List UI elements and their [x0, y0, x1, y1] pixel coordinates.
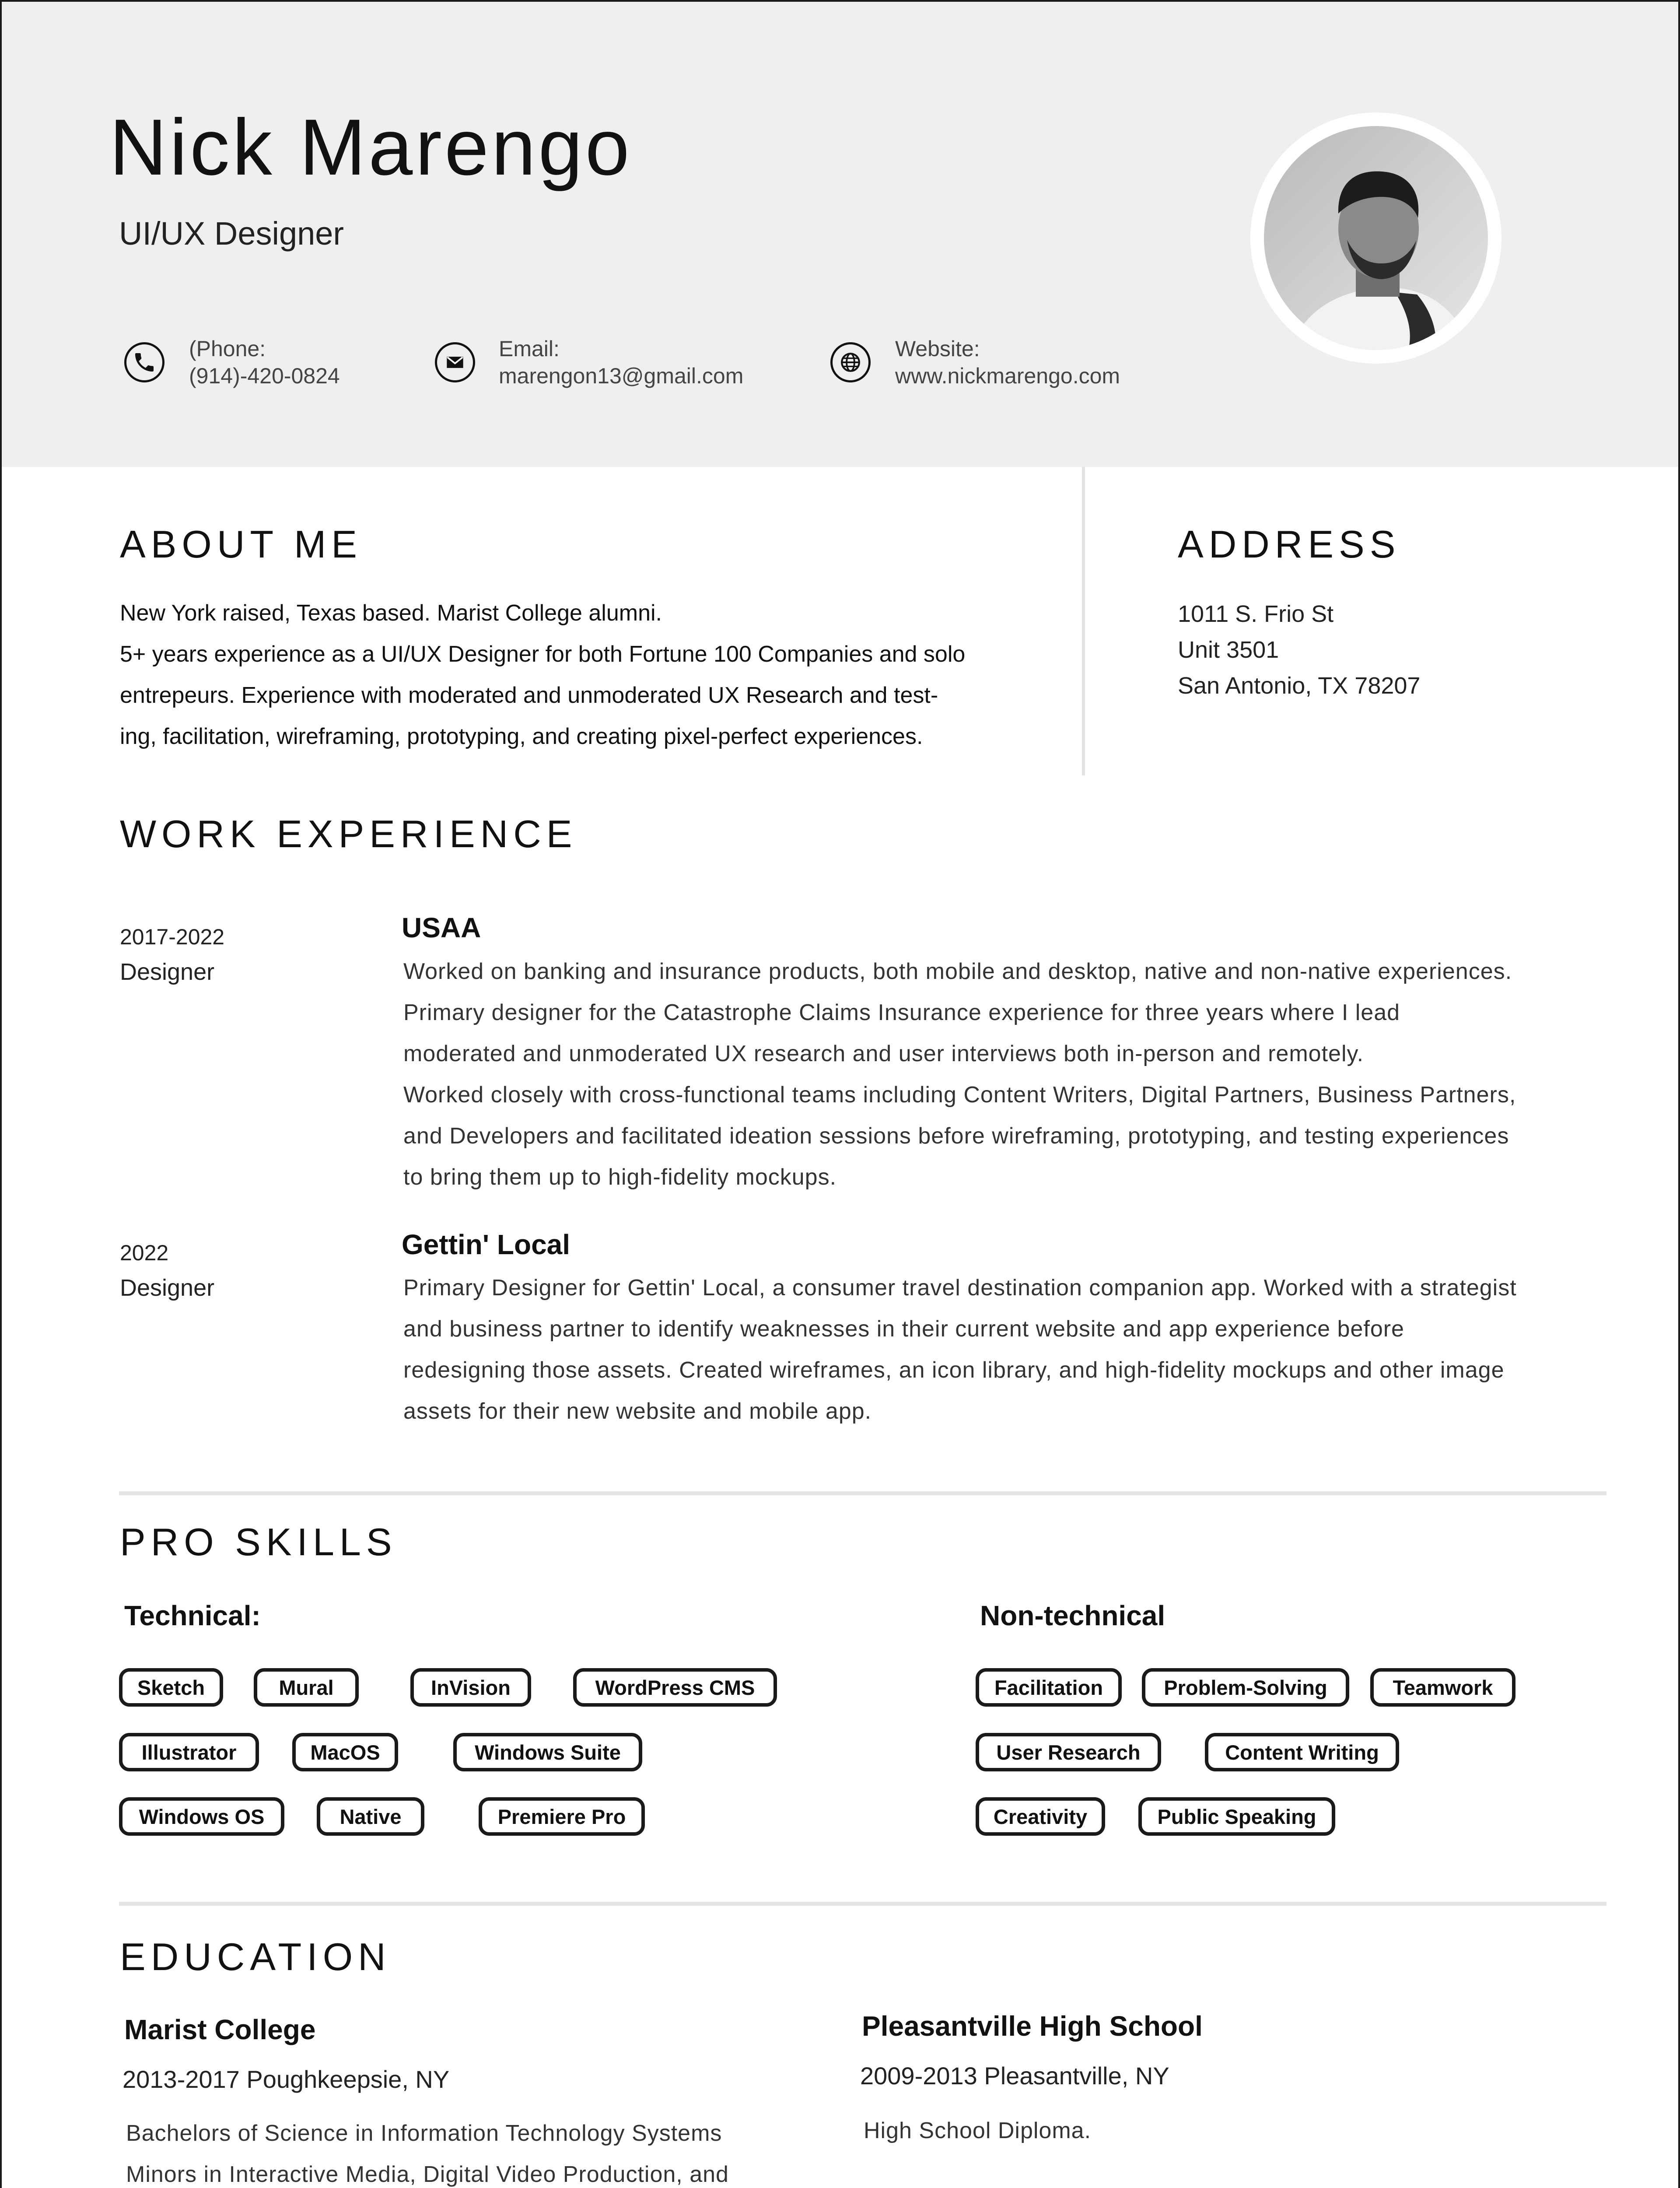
- skill-tag: Native: [317, 1797, 424, 1836]
- skill-tag: Public Speaking: [1138, 1797, 1335, 1836]
- section-divider: [119, 1902, 1606, 1906]
- job-line: Primary Designer for Gettin' Local, a consumer travel destination companion app. Worked with a strategist: [403, 1275, 1517, 1301]
- skill-tag: WordPress CMS: [573, 1668, 777, 1707]
- school-dates: 2009-2013 Pleasantville, NY: [860, 2062, 1169, 2090]
- website-label: Website:: [895, 337, 980, 361]
- job-title: UI/UX Designer: [119, 215, 344, 252]
- skill-tag: InVision: [410, 1668, 531, 1707]
- skills-title: PRO SKILLS: [120, 1520, 397, 1564]
- school-details: [126, 2113, 914, 2188]
- school-line: Bachelors of Science in Information Technology Systems: [126, 2121, 722, 2146]
- job-description: [403, 1267, 1611, 1432]
- address-line: Unit 3501: [1178, 637, 1279, 663]
- job-line: moderated and unmoderated UX research and user interviews both in-person and remotely.: [403, 1041, 1364, 1066]
- about-line: entrepeurs. Experience with moderated and unmoderated UX Research and test-: [120, 683, 938, 708]
- skill-tag: Creativity: [976, 1797, 1105, 1836]
- job-role: Designer: [120, 959, 215, 985]
- skill-tag: MacOS: [292, 1733, 398, 1771]
- skill-tag: Content Writing: [1205, 1733, 1399, 1771]
- skill-tag: Windows OS: [119, 1797, 284, 1836]
- section-divider: [119, 1491, 1606, 1495]
- school-name: Marist College: [124, 2014, 316, 2045]
- about-line: ing, facilitation, wireframing, prototyping, and creating pixel-perfect experiences.: [120, 724, 923, 749]
- about-text: [120, 593, 1060, 757]
- skill-tag: User Research: [976, 1733, 1161, 1771]
- phone-label: (Phone:: [189, 337, 266, 361]
- address-title: ADDRESS: [1178, 522, 1401, 566]
- job-line: and Developers and facilitated ideation sessions before wireframing, prototyping, and testing experiences: [403, 1123, 1509, 1149]
- job-line: Worked on banking and insurance products, both mobile and desktop, native and non-native experiences.: [403, 959, 1512, 984]
- skill-tag: Problem-Solving: [1142, 1668, 1349, 1707]
- email-icon: [435, 342, 475, 382]
- job-line: redesigning those assets. Created wireframes, an icon library, and high-fidelity mockups and other image: [403, 1357, 1505, 1383]
- vertical-divider: [1082, 467, 1085, 775]
- job-dates: 2017-2022: [120, 925, 225, 949]
- job-company: Gettin' Local: [402, 1229, 570, 1260]
- job-line: Primary designer for the Catastrophe Claims Insurance experience for three years where I lead: [403, 1000, 1400, 1025]
- job-line: Worked closely with cross-functional teams including Content Writers, Digital Partners, Business Partners,: [403, 1082, 1516, 1108]
- school-line: High School Diploma.: [864, 2118, 1092, 2143]
- job-company: USAA: [402, 912, 481, 943]
- job-line: assets for their new website and mobile app.: [403, 1399, 872, 1424]
- skill-tag: Premiere Pro: [479, 1797, 645, 1836]
- job-line: and business partner to identify weaknesses in their current website and app experience before: [403, 1316, 1404, 1342]
- skill-tag: Windows Suite: [453, 1733, 642, 1771]
- education-title: EDUCATION: [120, 1935, 391, 1978]
- skill-tag: Sketch: [119, 1668, 223, 1707]
- skill-tag: Mural: [254, 1668, 359, 1707]
- phone-value[interactable]: (914)-420-0824: [189, 364, 340, 388]
- work-title: WORK EXPERIENCE: [120, 812, 578, 856]
- avatar: [1264, 126, 1488, 350]
- skill-tag: Illustrator: [119, 1733, 259, 1771]
- email-label: Email:: [499, 337, 560, 361]
- skill-tag: Facilitation: [976, 1668, 1122, 1707]
- email-value[interactable]: marengon13@gmail.com: [499, 364, 744, 388]
- about-line: 5+ years experience as a UI/UX Designer for both Fortune 100 Companies and solo: [120, 642, 966, 667]
- school-dates: 2013-2017 Poughkeepsie, NY: [122, 2065, 450, 2093]
- skill-tag: Teamwork: [1370, 1668, 1516, 1707]
- technical-heading: Technical:: [124, 1600, 261, 1631]
- school-details: [864, 2110, 1607, 2151]
- school-name: Pleasantville High School: [862, 2010, 1203, 2042]
- website-value[interactable]: www.nickmarengo.com: [895, 364, 1120, 388]
- person-name: Nick Marengo: [109, 102, 632, 192]
- about-title: ABOUT ME: [120, 522, 363, 566]
- address-line: 1011 S. Frio St: [1178, 601, 1334, 627]
- address-line: San Antonio, TX 78207: [1178, 673, 1421, 699]
- address-block: [1178, 596, 1420, 704]
- job-dates: 2022: [120, 1241, 169, 1265]
- phone-icon: [124, 342, 164, 382]
- job-role: Designer: [120, 1275, 215, 1301]
- job-description: [403, 951, 1611, 1198]
- nontechnical-heading: Non-technical: [980, 1600, 1166, 1631]
- globe-icon: [830, 342, 871, 382]
- job-line: to bring them up to high-fidelity mockups.: [403, 1164, 837, 1190]
- school-line: Minors in Interactive Media, Digital Video Production, and: [126, 2162, 729, 2187]
- about-line: New York raised, Texas based. Marist College alumni.: [120, 600, 662, 626]
